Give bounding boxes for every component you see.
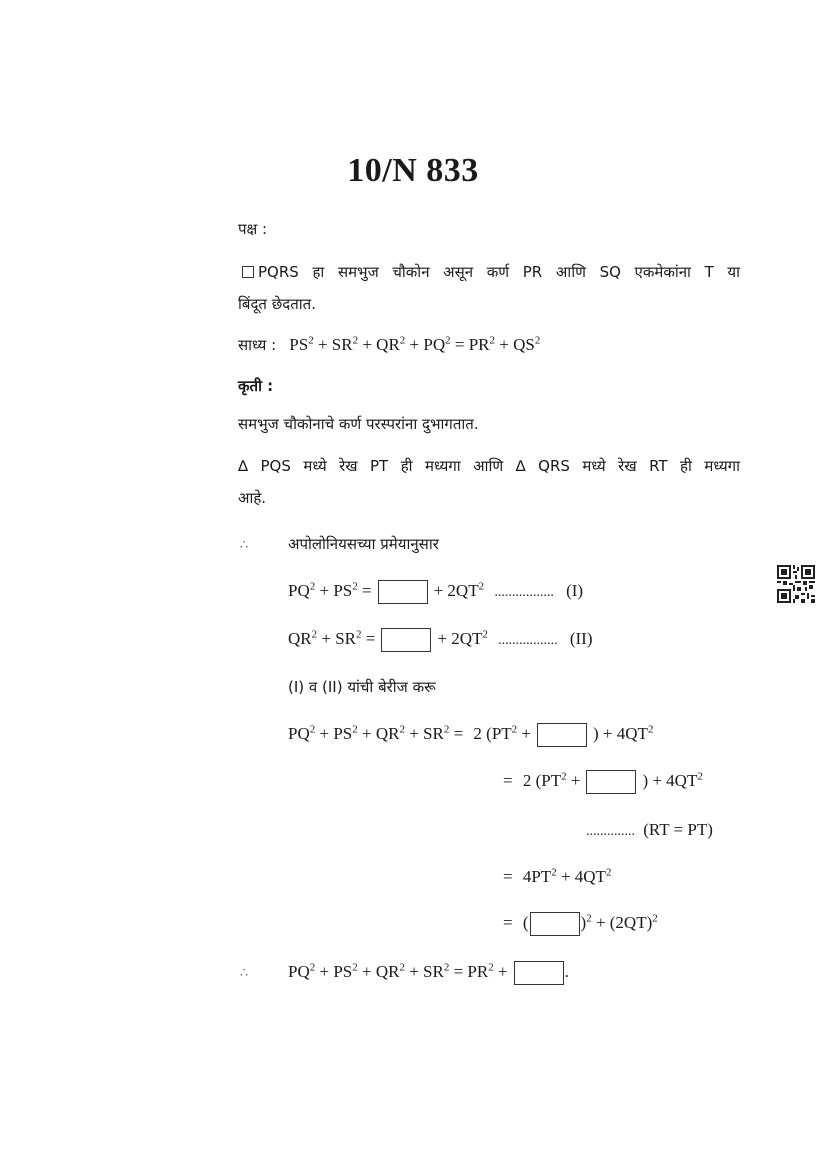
blank-box-3[interactable] xyxy=(537,723,587,747)
sum-r4-rest: )$^2 + (2QT)^2$ xyxy=(580,912,658,932)
sum-r1-a: 2 ($PT^2$ + xyxy=(473,723,532,743)
blank-box-2[interactable] xyxy=(381,628,431,652)
given-line-1 xyxy=(242,261,740,283)
equation-1 xyxy=(288,580,583,604)
given-line-2: बिंदूत छेदतात. xyxy=(238,295,316,313)
final-left: $PQ^2 + PS^2 + QR^2 + SR^2 = PR^2$ + xyxy=(288,961,508,981)
sum-row-3 xyxy=(503,866,611,888)
eq2-left: $QR^2 + SR^2$ = xyxy=(288,628,376,648)
sum-r2-b: ) + $4QT^2$ xyxy=(642,770,703,790)
eq2-dots: ................. xyxy=(498,633,558,648)
eq2-right: + $2QT^2$ xyxy=(437,628,488,648)
sum-row-2 xyxy=(503,770,703,794)
eq1-right: + $2QT^2$ xyxy=(433,580,485,600)
reason-dots: .............. xyxy=(586,824,635,839)
eq1-tag: (I) xyxy=(566,581,584,600)
median-line-1: ∆ PQS मध्ये रेख PT ही मध्यगा आणि ∆ QRS मध्ये रेख RT ही मध्यगा xyxy=(238,457,740,475)
reason-text: (RT = PT) xyxy=(643,820,713,839)
adding-text xyxy=(288,676,436,698)
sum-r4-eq: = xyxy=(503,913,513,932)
median-line-2: आहे. xyxy=(238,489,267,507)
sum-r2-eq: = xyxy=(503,771,513,790)
to-prove xyxy=(238,334,540,356)
to-prove-statement: $PS^2 + SR^2 + QR^2 + PQ^2 = PR^2 + QS^2$ xyxy=(289,334,541,354)
blank-box-1[interactable] xyxy=(378,580,428,604)
square-symbol-icon xyxy=(242,266,254,278)
sum-left: $PQ^2 + PS^2 + QR^2 + SR^2$ = xyxy=(288,723,464,743)
given-label: पक्ष : xyxy=(238,220,268,238)
apollonius-text: अपोलोनियसच्या प्रमेयानुसार xyxy=(288,535,439,553)
eq2-tag: (II) xyxy=(569,629,593,648)
to-prove-label: साध्य : xyxy=(238,336,277,354)
blank-box-5[interactable] xyxy=(530,912,580,936)
qr-code-icon xyxy=(777,565,815,603)
given-line-1-text: PQRS हा समभुज चौकोन असून कर्ण PR आणि SQ एकमेकांना T या xyxy=(258,263,740,281)
diagonals-bisect-text: समभुज चौकोनाचे कर्ण परस्परांना दुभागतात. xyxy=(238,415,479,433)
final-equation xyxy=(288,961,569,985)
therefore-symbol-1: ∴ xyxy=(240,538,249,553)
sum-r2-a: 2 ($PT^2$ + xyxy=(522,770,581,790)
adding-label: (I) व (II) यांची बेरीज करू xyxy=(288,678,436,696)
sum-row-1 xyxy=(288,723,653,747)
blank-box-4[interactable] xyxy=(586,770,636,794)
blank-box-6[interactable] xyxy=(514,961,564,985)
paper-code: 10/N 833 xyxy=(347,152,479,189)
equation-2 xyxy=(288,628,593,652)
sum-r3-expression: $4PT^2 + 4QT^2$ xyxy=(522,866,612,886)
sum-r4-open: ( xyxy=(522,913,529,932)
reason-line xyxy=(586,819,713,843)
sum-r3-eq: = xyxy=(503,867,513,886)
sum-row-4 xyxy=(503,912,658,936)
final-end: . xyxy=(564,962,569,981)
therefore-symbol-2: ∴ xyxy=(240,966,249,981)
sum-r1-b: ) + $4QT^2$ xyxy=(593,723,654,743)
eq1-dots: ................. xyxy=(494,585,554,600)
activity-label: कृती : xyxy=(238,377,274,395)
eq1-left: $PQ^2 + PS^2$ = xyxy=(288,580,372,600)
